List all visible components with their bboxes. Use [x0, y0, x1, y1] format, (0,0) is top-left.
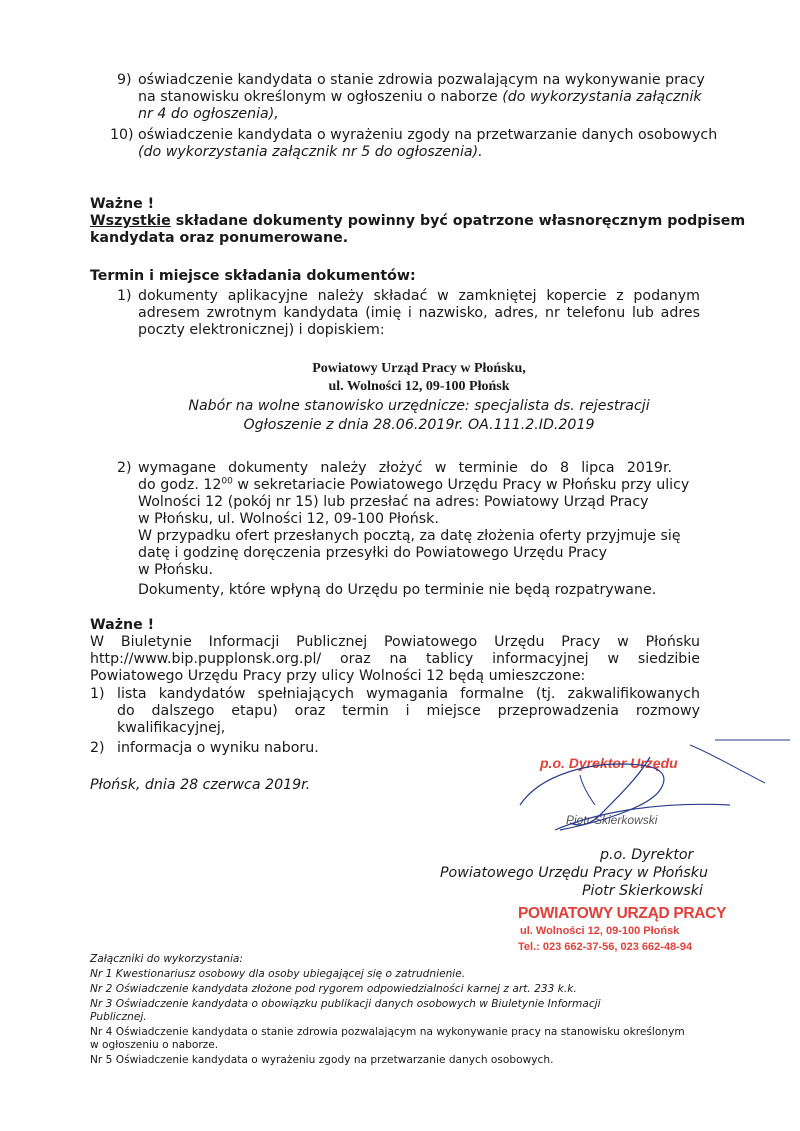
important2-line3: Powiatowego Urzędu Pracy przy ulicy Wolności 12 będą umieszczone:: [90, 668, 586, 684]
list-number: 1): [90, 686, 105, 702]
envelope-office: Powiatowy Urząd Pracy w Płońsku,: [312, 361, 526, 376]
important2-item1-line3: kwalifikacyjnej,: [117, 720, 226, 736]
submission-item1-line1: dokumenty aplikacyjne należy składać w zamkniętej kopercie z podanym: [138, 288, 700, 304]
attachment-item: Nr 1 Kwestionariusz osobowy dla osoby ubiegającej się o zatrudnienie.: [90, 968, 466, 980]
list-number: 1): [117, 288, 132, 304]
important-line1-rest: składane dokumenty powinny być opatrzone własnoręcznym podpisem: [170, 213, 746, 229]
deadline-minutes: 00: [221, 476, 233, 487]
place-date: Płońsk, dnia 28 czerwca 2019r.: [90, 777, 311, 793]
important2-heading: Ważne !: [90, 617, 155, 633]
attachments-heading: Załączniki do wykorzystania:: [90, 953, 243, 965]
envelope-address: ul. Wolności 12, 09-100 Płońsk: [328, 379, 510, 394]
signatory-name: Piotr Skierkowski: [582, 883, 703, 899]
list-number: 2): [117, 460, 132, 476]
item9-line1: oświadczenie kandydata o stanie zdrowia pozwalającym na wykonywanie pracy: [138, 72, 705, 88]
signatory-office: Powiatowego Urzędu Pracy w Płońsku: [440, 865, 708, 881]
submission-item2-line5: W przypadku ofert przesłanych pocztą, za datę złożenia oferty przyjmuje się: [138, 528, 681, 544]
important2-line2: http://www.bip.pupplonsk.org.pl/ oraz na tablicy informacyjnej w siedzibie: [90, 651, 700, 667]
attachment-item: Publicznej.: [90, 1011, 147, 1023]
underlined-word: Wszystkie: [90, 213, 171, 229]
attachment-item: w ogłoszeniu o naborze.: [90, 1039, 219, 1051]
attachment-item: Nr 4 Oświadczenie kandydata o stanie zdrowia pozwalającym na wykonywanie pracy na stanowisku określonym: [90, 1026, 685, 1038]
director-stamp-title: p.o. Dyrektor Urzędu: [540, 755, 678, 771]
envelope-announcement: Ogłoszenie z dnia 28.06.2019r. OA.111.2.ID.2019: [243, 417, 595, 433]
submission-item2-line2: [138, 477, 689, 494]
submission-item2-line4: w Płońsku, ul. Wolności 12, 09-100 Płońsk.: [138, 511, 439, 527]
item10-line1: oświadczenie kandydata o wyrażeniu zgody na przetwarzanie danych osobowych: [138, 127, 718, 143]
attachment-item: Nr 3 Oświadczenie kandydata o obowiązku publikacji danych osobowych w Biuletynie Informacji: [90, 998, 601, 1010]
important-heading: Ważne !: [90, 196, 155, 212]
important2-item2-line1: informacja o wyniku naboru.: [117, 740, 319, 756]
submission-item2-line1: wymagane dokumenty należy złożyć w terminie do 8 lipca 2019r.: [138, 460, 672, 476]
submission-item1-line3: poczty elektronicznej) i dopiskiem:: [138, 322, 385, 338]
list-number: 9): [117, 72, 132, 88]
submission-heading: Termin i miejsce składania dokumentów:: [90, 268, 416, 284]
office-stamp-phone: Tel.: 023 662-37-56, 023 662-48-94: [518, 941, 693, 953]
signatory-title: p.o. Dyrektor: [600, 847, 694, 863]
office-stamp-address: ul. Wolności 12, 09-100 Płońsk: [520, 925, 680, 937]
important-line1: [90, 213, 745, 230]
submission-item2-line3: Wolności 12 (pokój nr 15) lub przesłać na adres: Powiatowy Urząd Pracy: [138, 494, 649, 510]
office-stamp-name: POWIATOWY URZĄD PRACY: [518, 905, 727, 922]
submission-item2-line8: Dokumenty, które wpłyną do Urzędu po terminie nie będą rozpatrywane.: [138, 582, 657, 598]
important-line2: kandydata oraz ponumerowane.: [90, 230, 349, 246]
attachment-item: Nr 2 Oświadczenie kandydata złożone pod rygorem odpowiedzialności karnej z art. 233 k.k.: [90, 983, 577, 995]
item9-line3: nr 4 do ogłoszenia),: [138, 106, 279, 122]
submission-item2-line7: w Płońsku.: [138, 562, 214, 578]
important2-item1-line2: do dalszego etapu) oraz termin i miejsce przeprowadzenia rozmowy: [117, 703, 700, 719]
item9-line2-text: na stanowisku określonym w ogłoszeniu o naborze: [138, 89, 503, 105]
list-number: 2): [90, 740, 105, 756]
submission-item2-line6: datę i godzinę doręczenia przesyłki do Powiatowego Urzędu Pracy: [138, 545, 607, 561]
list-number: 10): [110, 127, 134, 143]
handwritten-signature: [500, 735, 800, 835]
important2-line1: W Biuletynie Informacji Publicznej Powiatowego Urzędu Pracy w Płońsku: [90, 634, 700, 650]
submission-item2-line2-rest: w sekretariacie Powiatowego Urzędu Pracy w Płońsku przy ulicy: [232, 477, 690, 493]
deadline-hour: do godz. 12: [138, 477, 222, 493]
important2-item1-line1: lista kandydatów spełniających wymagania formalne (tj. zakwalifikowanych: [117, 686, 700, 702]
item9-line2: [138, 89, 702, 106]
envelope-recruitment: Nabór na wolne stanowisko urzędnicze: specjalista ds. rejestracji: [188, 398, 650, 414]
item9-line2-italic: (do wykorzystania załącznik: [502, 89, 702, 105]
attachment-item: Nr 5 Oświadczenie kandydata o wyrażeniu zgody na przetwarzanie danych osobowych.: [90, 1054, 554, 1066]
director-stamp-name: Piotr Skierkowski: [566, 813, 658, 827]
submission-item1-line2: adresem zwrotnym kandydata (imię i nazwisko, adres, nr telefonu lub adres: [138, 305, 700, 321]
item10-line2: (do wykorzystania załącznik nr 5 do ogłoszenia).: [138, 144, 483, 160]
